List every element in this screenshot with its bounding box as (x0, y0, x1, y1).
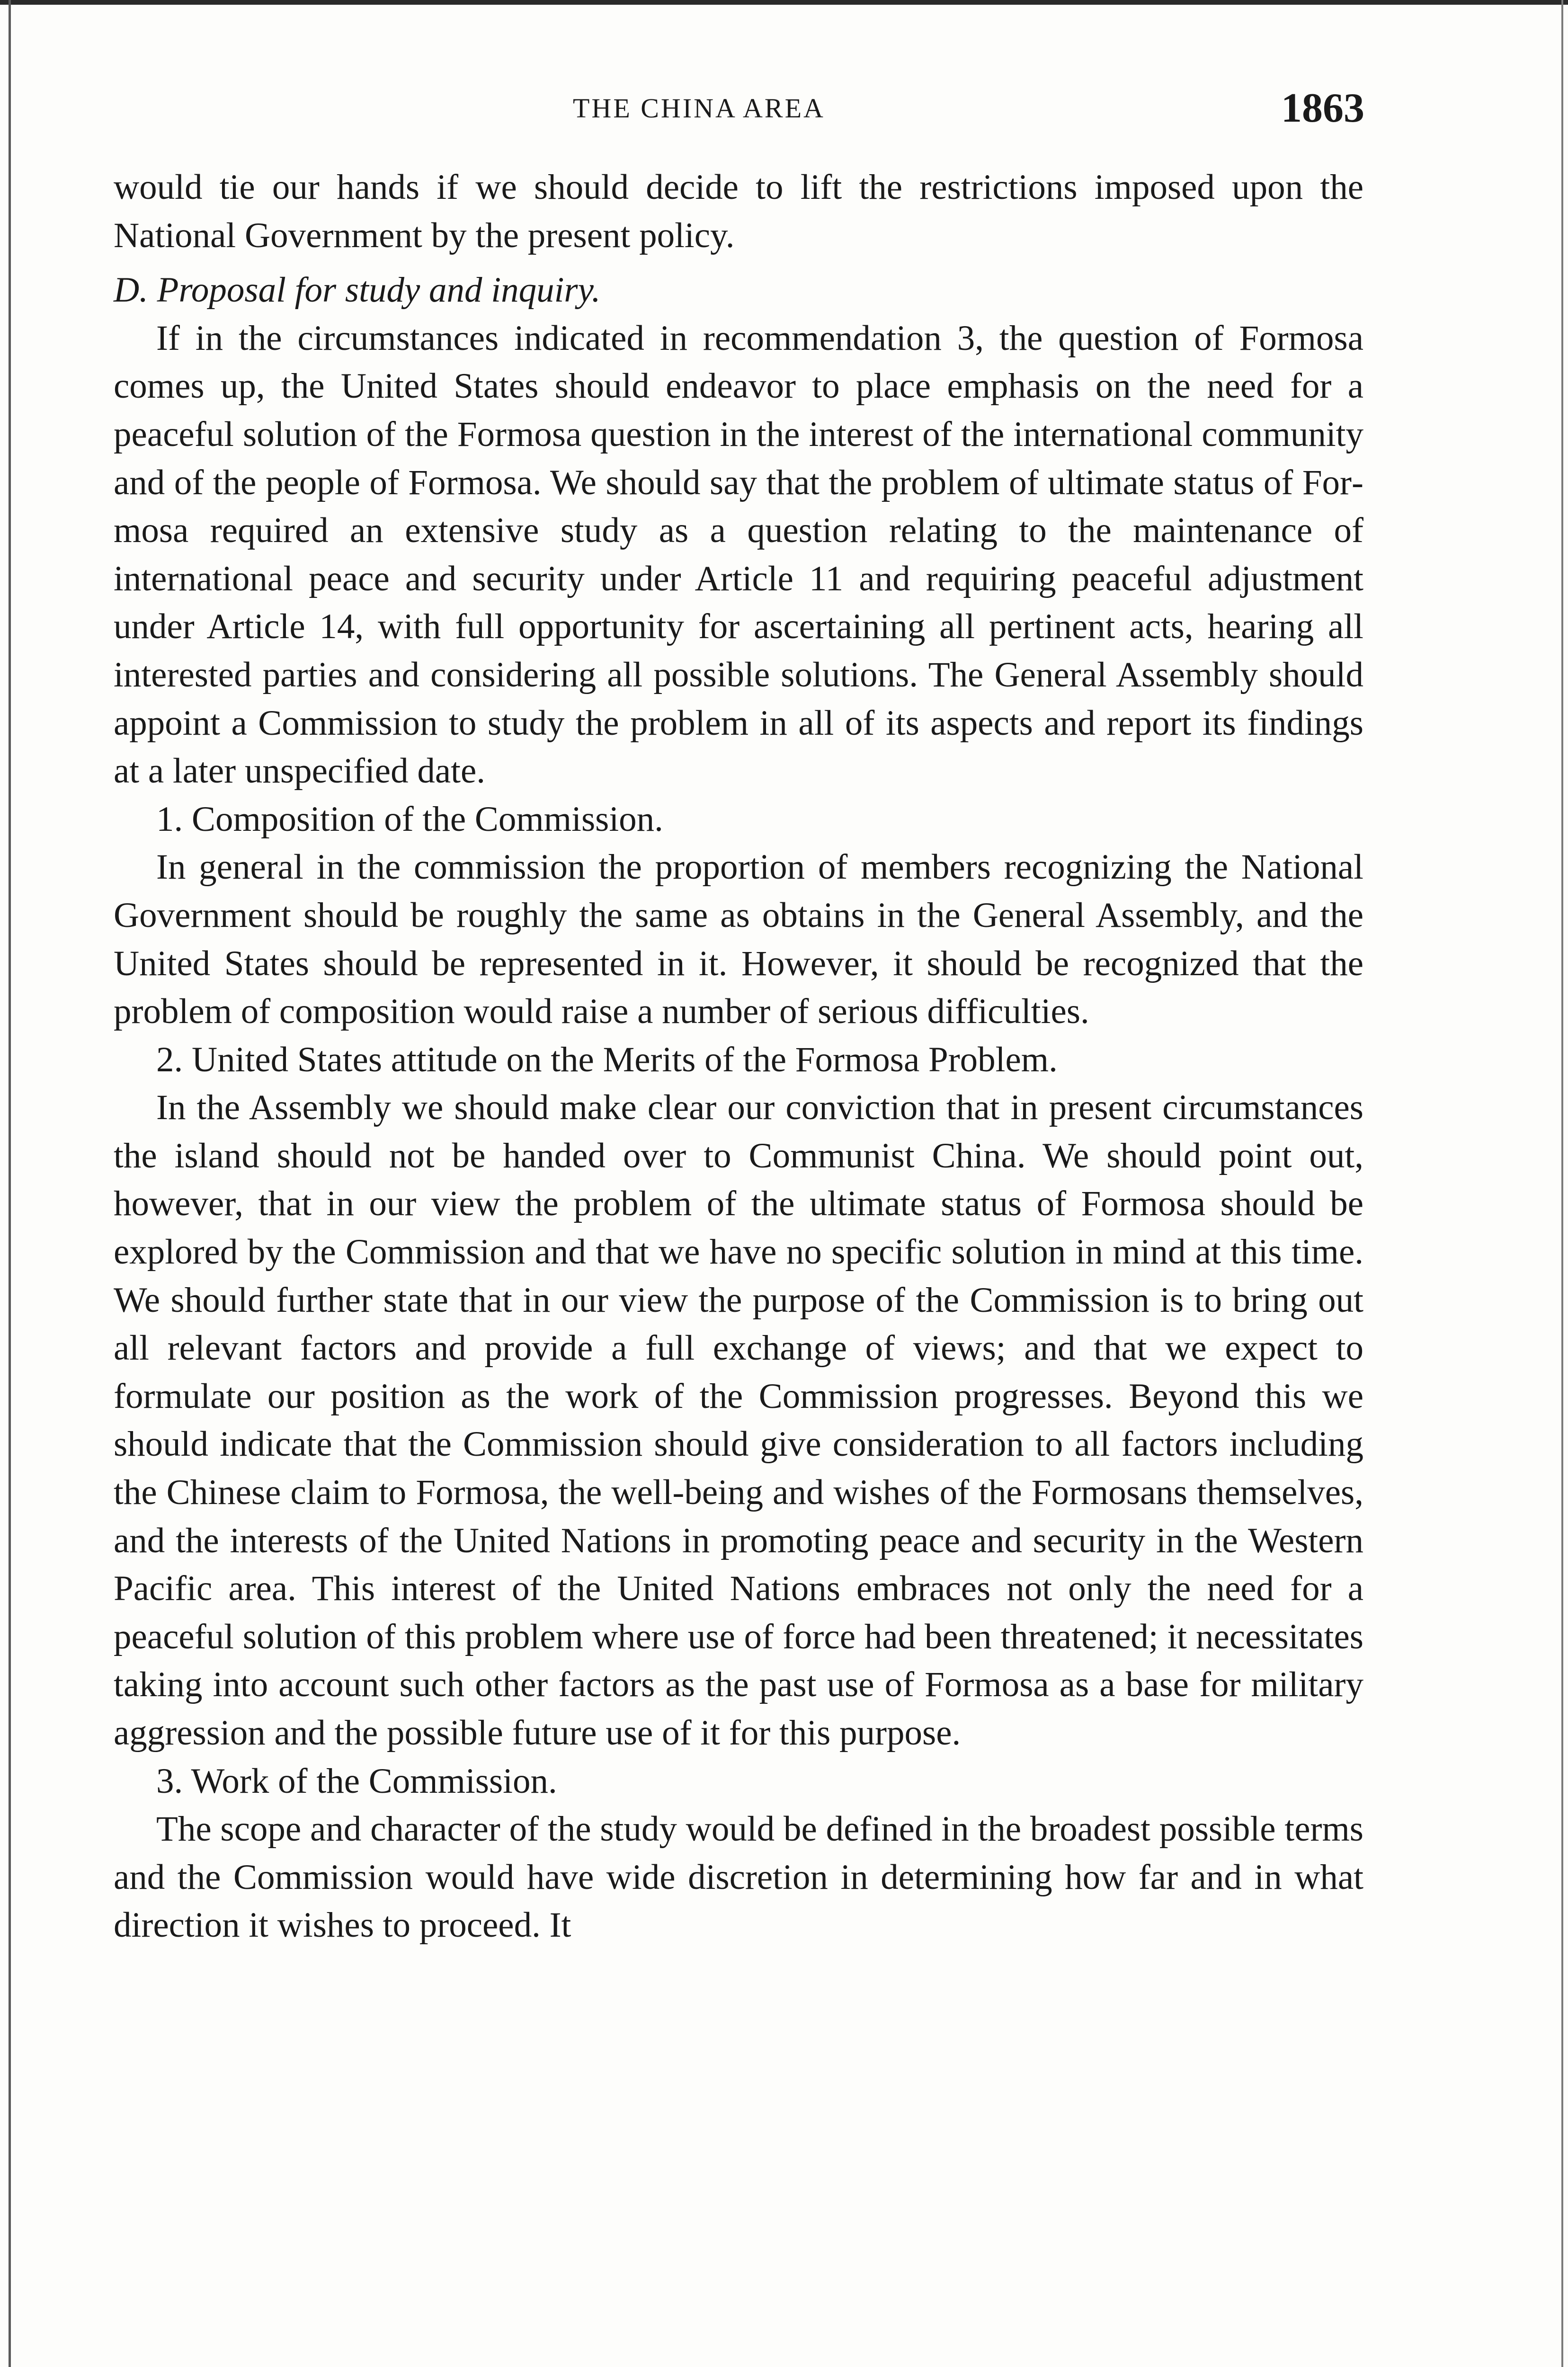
paragraph: In general in the commission the proportion of members recognizing the National Government should be roughly the same as obtains in the General Assembly, and the United States should be represented in it. However, it should be recognized that the problem of composition would raise a number of serious difficulties. (114, 847, 1363, 1032)
paragraph-continuation: would tie our hands if we should decide to lift the restrictions imposed upon the National Government by the present policy. (114, 168, 1363, 255)
right-scan-border (1561, 0, 1563, 2367)
section-heading: D. Proposal for study and inquiry. (114, 270, 601, 310)
subsection-heading: 3. Work of the Commission. (156, 1761, 557, 1801)
body-text (114, 163, 1363, 1949)
paragraph: If in the circumstances indicated in recommendation 3, the question of Formosa comes up, the United States should endeavor to place emphasis on the need for a peaceful solution of the Formosa question in the interest of the international community and of the people of Formosa. We should say that the problem of ultimate status of Formosa required an extensive study as a question relating to the maintenance of international peace and security under Article 11 and requiring peaceful adjustment under Article 14, with full opportunity for ascertaining all pertinent acts, hearing all interested parties and considering all possible solutions. The General Assembly should appoint a Commission to study the problem in all of its aspects and report its findings at a later unspecified date. (114, 318, 1363, 791)
running-head: THE CHINA AREA (573, 93, 825, 124)
paragraph: The scope and character of the study would be defined in the broadest possible terms and the Commission would have wide discretion in determining how far and in what direction it wishes to proceed. It (114, 1809, 1363, 1945)
subsection-heading: 1. Composition of the Commission. (156, 799, 663, 839)
subsection-heading: 2. United States attitude on the Merits of the Formosa Problem. (156, 1040, 1058, 1079)
left-scan-border (9, 0, 11, 2367)
top-scan-border (0, 0, 1568, 5)
page-number: 1863 (1281, 85, 1364, 131)
paragraph: In the Assembly we should make clear our conviction that in present circumstances the island should not be handed over to Communist China. We should point out, however, that in our view the problem of the ultimate status of Formosa should be explored by the Commission and that we have no specific solution in mind at this time. We should further state that in our view the purpose of the Commission is to bring out all relevant factors and provide a full exchange of views; and that we expect to formulate our position as the work of the Commission progresses. Beyond this we should indicate that the Commission should give consideration to all factors including the Chinese claim to Formosa, the well-being and wishes of the Formosans themselves, and the interests of the United Nations in promoting peace and security in the Western Pacific area. This interest of the United Nations embraces not only the need for a peaceful solution of this problem where use of force had been threatened; it necessitates taking into account such other factors as the past use of Formosa as a base for military aggression and the possible future use of it for this purpose. (114, 1088, 1363, 1753)
